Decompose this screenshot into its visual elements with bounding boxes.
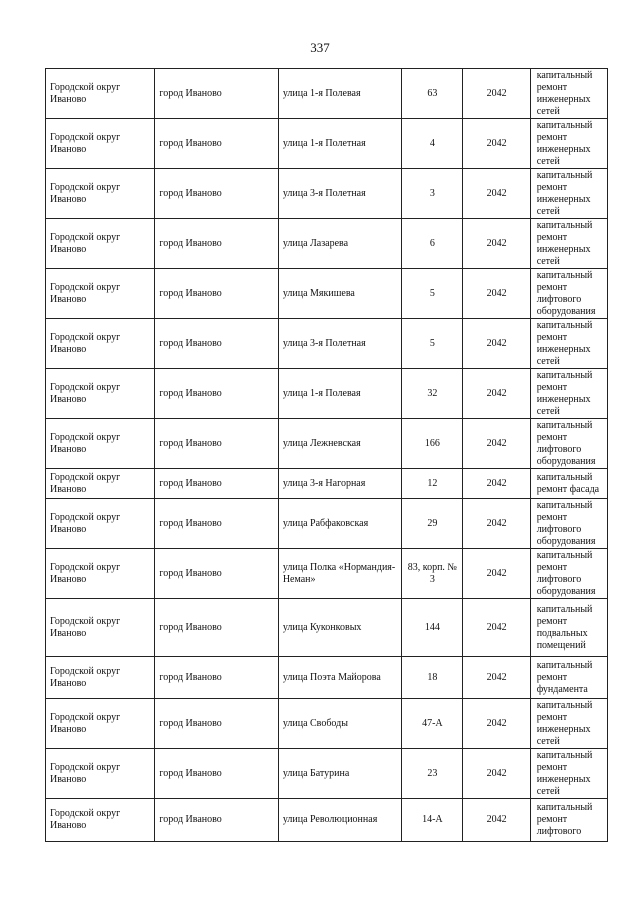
okrug-cell: Городской округ Иваново [46,549,155,599]
page-number: 337 [310,40,330,55]
house-cell: 23 [402,749,463,799]
street-cell: улица Революционная [278,799,401,842]
table-row [46,319,608,369]
street-cell: улица Лазарева [278,219,401,269]
city-cell: город Иваново [155,219,278,269]
year-cell: 2042 [463,599,530,657]
street-cell: улица 3-я Нагорная [278,469,401,499]
city-cell: город Иваново [155,69,278,119]
work-type-cell: капитальный ремонт подвальных помещений [530,599,607,657]
work-type-cell: капитальный ремонт инженерных сетей [530,219,607,269]
year-cell: 2042 [463,657,530,699]
year-cell: 2042 [463,69,530,119]
house-cell: 14-А [402,799,463,842]
okrug-cell: Городской округ Иваново [46,657,155,699]
street-cell: улица 1-я Полетная [278,119,401,169]
okrug-cell: Городской округ Иваново [46,119,155,169]
work-type-cell: капитальный ремонт фундамента [530,657,607,699]
city-cell: город Иваново [155,269,278,319]
city-cell: город Иваново [155,319,278,369]
house-cell: 12 [402,469,463,499]
street-cell: улица Полка «Нормандия-Неман» [278,549,401,599]
table-row [46,69,608,119]
street-cell: улица Свободы [278,699,401,749]
street-cell: улица 1-я Полевая [278,69,401,119]
okrug-cell: Городской округ Иваново [46,369,155,419]
table-row [46,219,608,269]
table-row [46,419,608,469]
work-type-cell: капитальный ремонт лифтового оборудования [530,419,607,469]
house-cell: 32 [402,369,463,419]
table-row [46,369,608,419]
table-row [46,599,608,657]
street-cell: улица Лежневская [278,419,401,469]
okrug-cell: Городской округ Иваново [46,269,155,319]
street-cell: улица Мякишева [278,269,401,319]
house-cell: 6 [402,219,463,269]
year-cell: 2042 [463,119,530,169]
okrug-cell: Городской округ Иваново [46,169,155,219]
city-cell: город Иваново [155,599,278,657]
street-cell: улица Поэта Майорова [278,657,401,699]
table-row [46,469,608,499]
house-cell: 5 [402,319,463,369]
table-row [46,269,608,319]
okrug-cell: Городской округ Иваново [46,219,155,269]
year-cell: 2042 [463,219,530,269]
year-cell: 2042 [463,499,530,549]
work-type-cell: капитальный ремонт инженерных сетей [530,699,607,749]
year-cell: 2042 [463,469,530,499]
okrug-cell: Городской округ Иваново [46,599,155,657]
house-cell: 166 [402,419,463,469]
work-type-cell: капитальный ремонт лифтового оборудования [530,499,607,549]
year-cell: 2042 [463,419,530,469]
city-cell: город Иваново [155,657,278,699]
city-cell: город Иваново [155,749,278,799]
house-cell: 18 [402,657,463,699]
table-row [46,699,608,749]
city-cell: город Иваново [155,549,278,599]
street-cell: улица 1-я Полевая [278,369,401,419]
table-row [46,119,608,169]
city-cell: город Иваново [155,419,278,469]
city-cell: город Иваново [155,369,278,419]
work-type-cell: капитальный ремонт инженерных сетей [530,749,607,799]
year-cell: 2042 [463,169,530,219]
repair-schedule-table [45,68,608,842]
okrug-cell: Городской округ Иваново [46,799,155,842]
table-row [46,499,608,549]
okrug-cell: Городской округ Иваново [46,699,155,749]
table-row [46,799,608,842]
year-cell: 2042 [463,319,530,369]
work-type-cell: капитальный ремонт инженерных сетей [530,119,607,169]
work-type-cell: капитальный ремонт инженерных сетей [530,369,607,419]
table-row [46,749,608,799]
okrug-cell: Городской округ Иваново [46,499,155,549]
okrug-cell: Городской округ Иваново [46,419,155,469]
table-row [46,169,608,219]
city-cell: город Иваново [155,469,278,499]
work-type-cell: капитальный ремонт инженерных сетей [530,69,607,119]
house-cell: 144 [402,599,463,657]
okrug-cell: Городской округ Иваново [46,469,155,499]
year-cell: 2042 [463,749,530,799]
house-cell: 3 [402,169,463,219]
street-cell: улица Рабфаковская [278,499,401,549]
year-cell: 2042 [463,549,530,599]
work-type-cell: капитальный ремонт фасада [530,469,607,499]
year-cell: 2042 [463,269,530,319]
year-cell: 2042 [463,369,530,419]
work-type-cell: капитальный ремонт лифтового оборудования [530,269,607,319]
work-type-cell: капитальный ремонт инженерных сетей [530,319,607,369]
house-cell: 63 [402,69,463,119]
okrug-cell: Городской округ Иваново [46,319,155,369]
street-cell: улица Куконковых [278,599,401,657]
table-row [46,657,608,699]
okrug-cell: Городской округ Иваново [46,749,155,799]
year-cell: 2042 [463,699,530,749]
house-cell: 47-А [402,699,463,749]
house-cell: 29 [402,499,463,549]
street-cell: улица Батурина [278,749,401,799]
city-cell: город Иваново [155,499,278,549]
street-cell: улица 3-я Полетная [278,169,401,219]
year-cell: 2042 [463,799,530,842]
house-cell: 5 [402,269,463,319]
okrug-cell: Городской округ Иваново [46,69,155,119]
work-type-cell: капитальный ремонт инженерных сетей [530,169,607,219]
city-cell: город Иваново [155,119,278,169]
work-type-cell: капитальный ремонт лифтового [530,799,607,842]
city-cell: город Иваново [155,699,278,749]
house-cell: 4 [402,119,463,169]
work-type-cell: капитальный ремонт лифтового оборудования [530,549,607,599]
house-cell: 83, корп. № 3 [402,549,463,599]
city-cell: город Иваново [155,799,278,842]
table-row [46,549,608,599]
city-cell: город Иваново [155,169,278,219]
street-cell: улица 3-я Полетная [278,319,401,369]
